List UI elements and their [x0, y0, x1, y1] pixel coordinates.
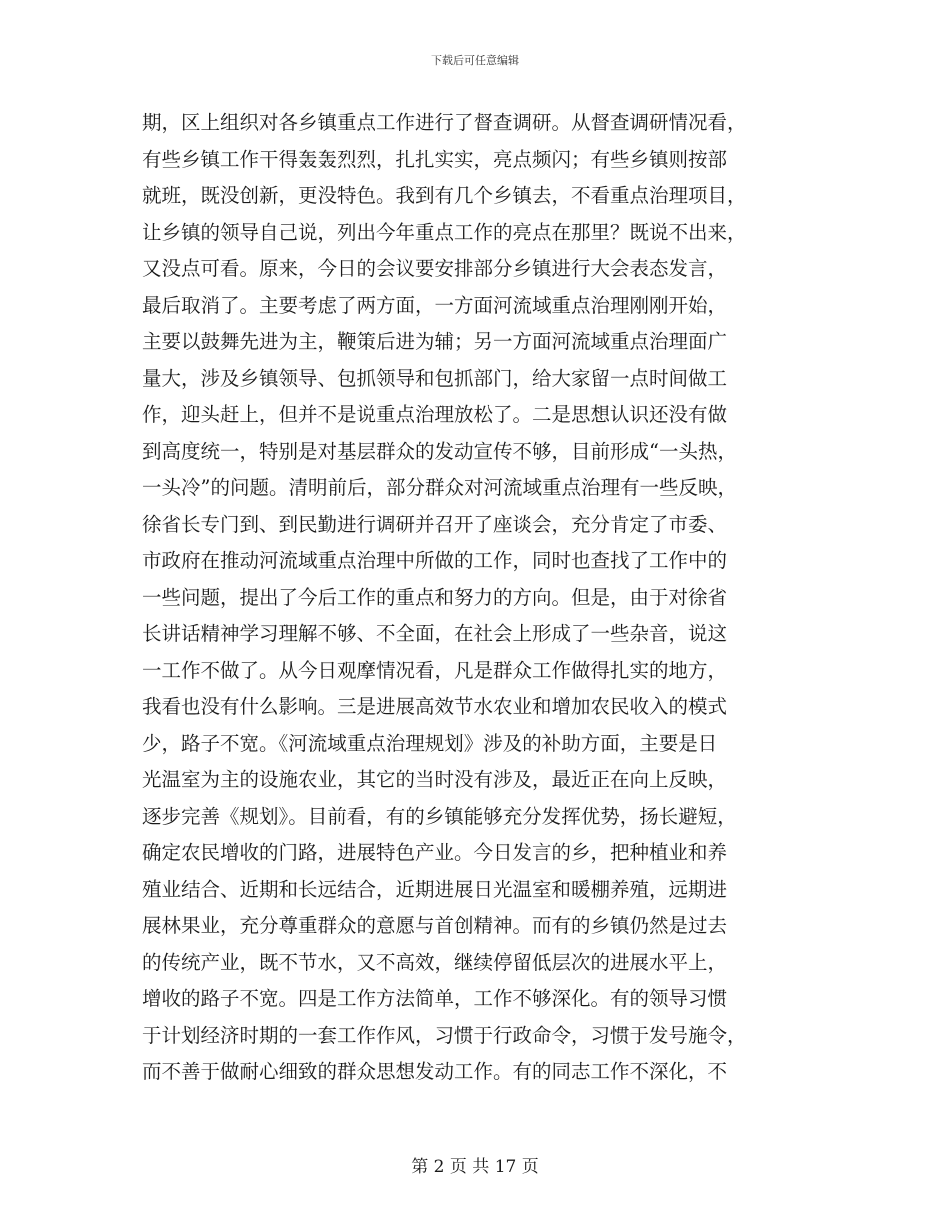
- body-line: 市政府在推动河流域重点治理中所做的工作，同时也查找了工作中的: [142, 549, 728, 572]
- body-line: 主要以鼓舞先进为主，鞭策后进为辅；另一方面河流域重点治理面广: [142, 330, 728, 353]
- page-number-footer: 第 2 页 共 17 页: [411, 1157, 539, 1177]
- body-line: 有些乡镇工作干得轰轰烈烈，扎扎实实，亮点频闪；有些乡镇则按部: [142, 147, 728, 171]
- body-line: 增收的路子不宽。四是工作方法简单，工作不够深化。有的领导习惯: [142, 987, 728, 1010]
- body-line: 于计划经济时期的一套工作作风，习惯于行政命令，习惯于发号施令，: [142, 1023, 747, 1047]
- body-line: 长讲话精神学习理解不够、不全面，在社会上形成了一些杂音，说这: [142, 622, 728, 645]
- body-line: 到高度统一，特别是对基层群众的发动宣传不够，目前形成“一头热，: [142, 439, 737, 463]
- body-line: 我看也没有什么影响。三是进展高效节水农业和增加农民收入的模式: [142, 695, 728, 718]
- body-line: 一些问题，提出了今后工作的重点和努力的方向。但是，由于对徐省: [142, 585, 728, 609]
- body-line: 确定农民增收的门路，进展特色产业。今日发言的乡，把种植业和养: [142, 841, 728, 864]
- body-line: 量大，涉及乡镇领导、包抓领导和包抓部门，给大家留一点时间做工: [142, 366, 728, 390]
- body-line: 让乡镇的领导自己说，列出今年重点工作的亮点在那里？既说不出来，: [142, 220, 747, 244]
- document-body: [142, 105, 802, 1091]
- body-line: 而不善于做耐心细致的群众思想发动工作。有的同志工作不深化，不: [142, 1060, 728, 1083]
- body-line: 逐步完善《规划》。目前看，有的乡镇能够充分发挥优势，扬长避短，: [142, 804, 737, 828]
- body-line: 光温室为主的设施农业，其它的当时没有涉及，最近正在向上反映，: [142, 768, 728, 791]
- body-line: 少，路子不宽。《河流域重点治理规划》涉及的补助方面，主要是日: [142, 731, 718, 755]
- body-line: 一工作不做了。从今日观摩情况看，凡是群众工作做得扎实的地方，: [142, 658, 728, 682]
- body-line: 殖业结合、近期和长远结合，近期进展日光温室和暖棚养殖，远期进: [142, 877, 728, 901]
- body-line: 一头冷”的问题。清明前后，部分群众对河流域重点治理有一些反映，: [142, 476, 737, 499]
- page-header: 下载后可任意编辑: [431, 54, 519, 67]
- body-line: 又没点可看。原来，今日的会议要安排部分乡镇进行大会表态发言，: [142, 257, 728, 280]
- body-line: 徐省长专门到、到民勤进行调研并召开了座谈会，充分肯定了市委、: [142, 512, 728, 536]
- body-line: 最后取消了。主要考虑了两方面，一方面河流域重点治理刚刚开始，: [142, 293, 728, 317]
- body-line: 展林果业，充分尊重群众的意愿与首创精神。而有的乡镇仍然是过去: [142, 914, 728, 937]
- body-line: 的传统产业，既不节水，又不高效，继续停留低层次的进展水平上，: [142, 950, 728, 974]
- body-line: 作，迎头赶上，但并不是说重点治理放松了。二是思想认识还没有做: [142, 403, 728, 426]
- body-line: 期，区上组织对各乡镇重点工作进行了督查调研。从督查调研情况看，: [142, 111, 747, 134]
- body-line: 就班，既没创新，更没特色。我到有几个乡镇去，不看重点治理项目，: [142, 184, 747, 207]
